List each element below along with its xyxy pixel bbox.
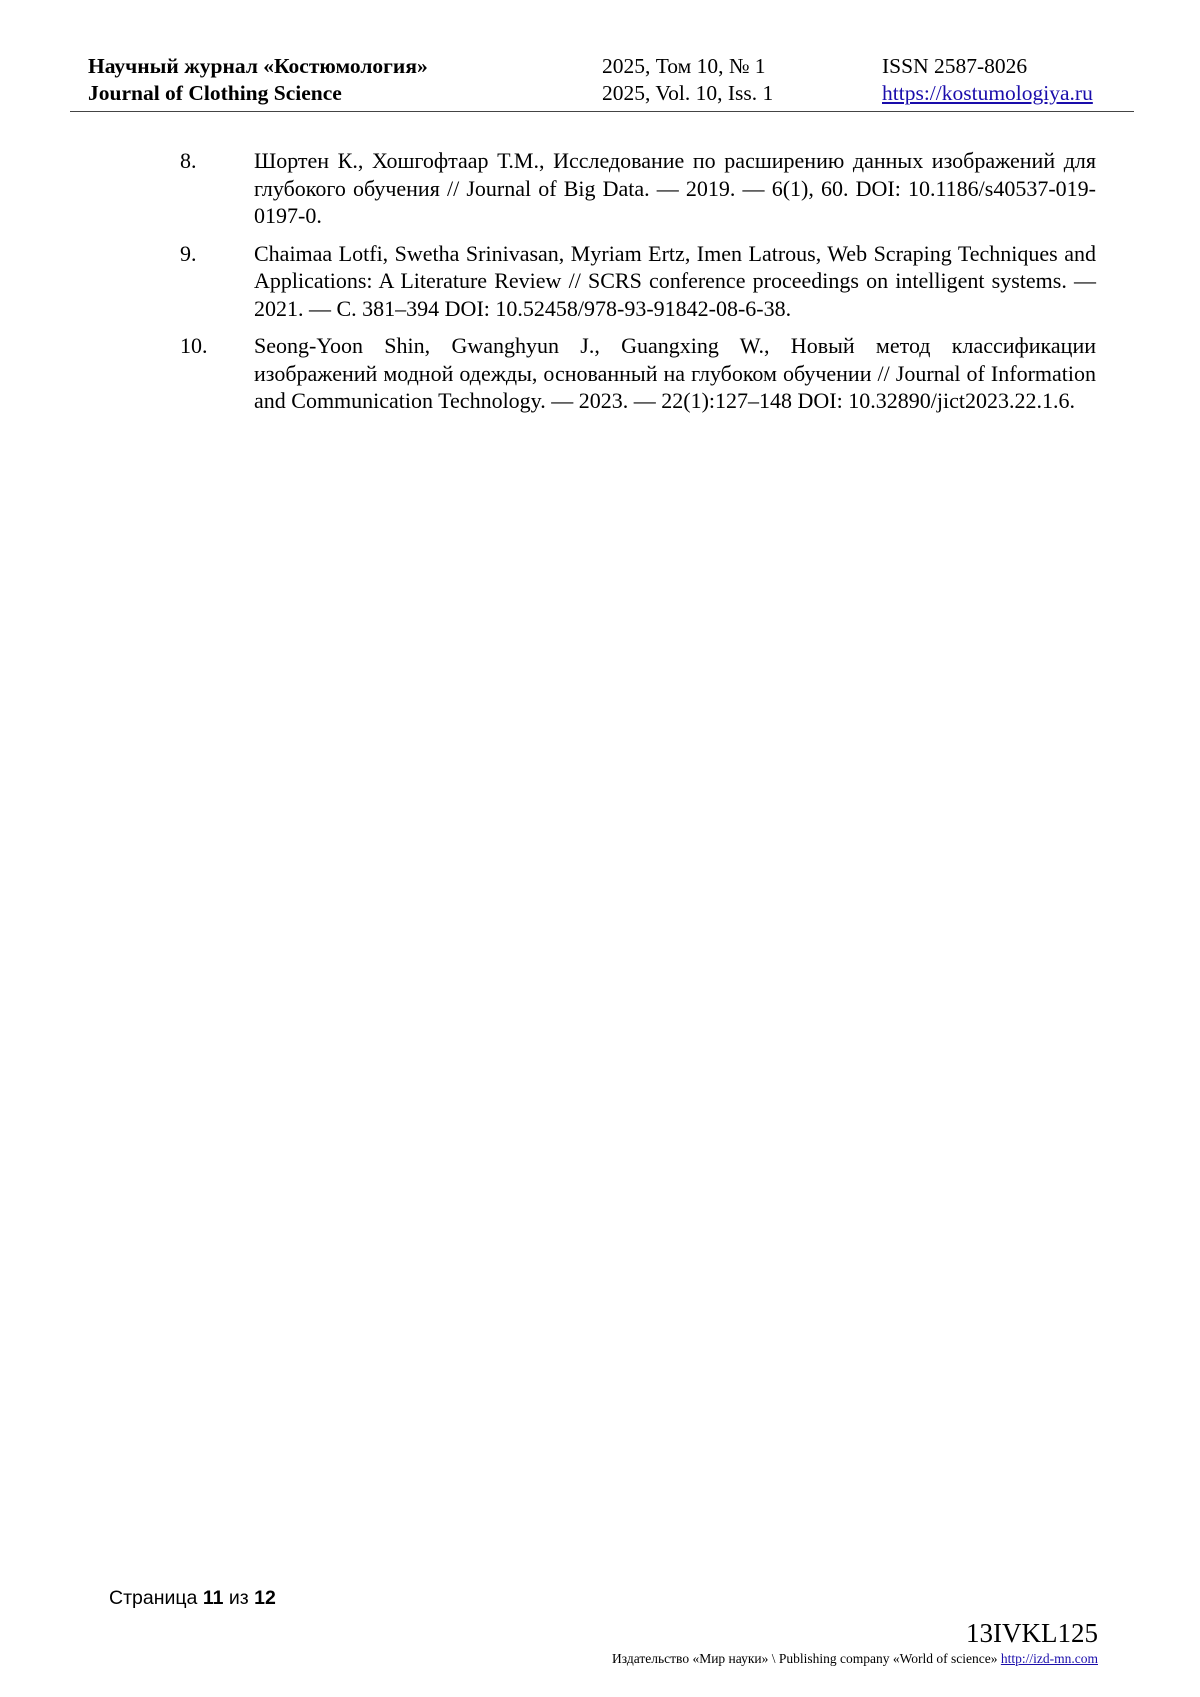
publisher-line xyxy=(612,1650,1098,1667)
page-counter xyxy=(109,1586,276,1610)
reference-number: 8. xyxy=(180,148,197,173)
reference-text: Seong-Yoon Shin, Gwanghyun J., Guangxing W., Новый метод классификации изображений модной одежды, основанный на глубоком обучении // Journal of Information and Communication Technology. — 2023. — 22(1):127–148 DOI: 10.32890/jict2023.22.1.6. xyxy=(254,333,1096,413)
reference-number: 10. xyxy=(180,333,208,358)
issue-info-ru: 2025, Том 10, № 1 xyxy=(602,54,766,78)
journal-title-en: Journal of Clothing Science xyxy=(88,81,342,105)
issue-info-en: 2025, Vol. 10, Iss. 1 xyxy=(602,81,774,105)
reference-item xyxy=(0,332,1200,415)
journal-website-link[interactable]: https://kostumologiya.ru xyxy=(882,81,1093,105)
journal-title-ru: Научный журнал «Костюмология» xyxy=(88,54,428,78)
publisher-link[interactable]: http://izd-mn.com xyxy=(1000,1651,1098,1666)
article-code: 13IVKL125 xyxy=(966,1618,1098,1648)
reference-item xyxy=(0,240,1200,323)
header-divider xyxy=(70,111,1134,112)
reference-text: Шортен К., Хошгофтаар Т.М., Исследование по расширению данных изображений для глубокого обучения // Journal of Big Data. — 2019. — 6(1), 60. DOI: 10.1186/s40537-019-0197-0. xyxy=(254,148,1096,228)
page-header xyxy=(0,0,1200,115)
reference-text: Chaimaa Lotfi, Swetha Srinivasan, Myriam Ertz, Imen Latrous, Web Scraping Techniques and Applications: A Literature Review // SCRS conference proceedings on intelligent systems. — 2021. — С. 381–394 DOI: 10.52458/978-93-91842-08-6-38. xyxy=(254,240,1096,321)
of-word: из xyxy=(228,1587,249,1609)
reference-number: 9. xyxy=(180,240,197,266)
publisher-name: Издательство «Мир науки» \ Publishing company «World of science» xyxy=(612,1651,998,1666)
total-pages-number: 12 xyxy=(254,1587,276,1609)
page-word: Страница xyxy=(109,1587,198,1609)
reference-item xyxy=(0,147,1200,230)
reference-list xyxy=(0,147,1200,425)
issn: ISSN 2587-8026 xyxy=(882,54,1028,78)
current-page-number: 11 xyxy=(202,1587,224,1609)
